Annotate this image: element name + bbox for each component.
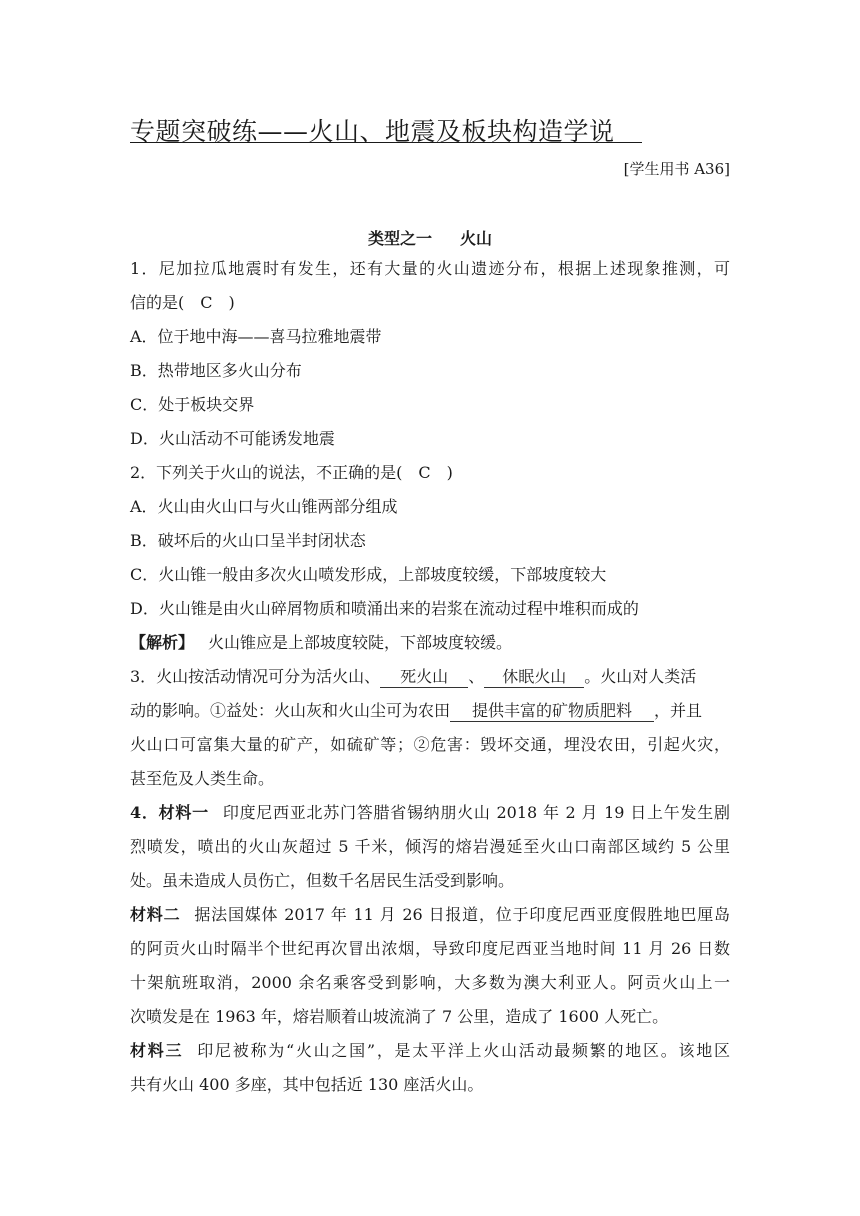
q3-line3: 火山口可富集大量的矿产，如硫矿等；②危害：毁坏交通，埋没农田，引起火灾，: [130, 735, 730, 754]
q1-option-c: C．处于板块交界: [130, 395, 255, 414]
title-underline: [130, 142, 642, 143]
q2-option-a: A．火山由火山口与火山锥两部分组成: [130, 497, 398, 516]
q3-line2: [130, 700, 702, 722]
material-text: 据法国媒体 2017 年 11 月 26 日报道，位于印度尼西亚度假胜地巴厘岛: [194, 905, 730, 924]
q4-material3-line2: 共有火山 400 多座，其中包括近 130 座活火山。: [130, 1075, 484, 1094]
page-title: 专题突破练——火山、地震及板块构造学说: [130, 117, 615, 146]
q4-material1-line2: 烈喷发，喷出的火山灰超过 5 千米，倾泻的熔岩漫延至火山口南部区域约 5 公里: [130, 837, 730, 856]
q2-option-c: C．火山锥一般由多次火山喷发形成，上部坡度较缓，下部坡度较大: [130, 565, 607, 584]
q4-material2-line3: 十架航班取消，2000 余名乘客受到影响，大多数为澳大利亚人。阿贡火山上一: [130, 973, 730, 992]
material-text: 印尼被称为“火山之国”，是太平洋上火山活动最频繁的地区。该地区: [197, 1041, 730, 1060]
q3-text: 、: [468, 667, 485, 686]
q3-text: ，并且: [654, 701, 703, 720]
blank-answer-2: [484, 667, 584, 688]
answer-text: 死火山: [400, 667, 449, 686]
q2-stem: 2．下列关于火山的说法，不正确的是( C ): [130, 463, 453, 482]
q4-material2-line4: 次喷发是在 1963 年，熔岩顺着山坡流淌了 7 公里，造成了 1600 人死亡。: [130, 1007, 669, 1026]
q2-option-b: B．破坏后的火山口呈半封闭状态: [130, 531, 366, 550]
q1-option-b: B．热带地区多火山分布: [130, 361, 302, 380]
q2-analysis: [130, 632, 512, 654]
section-heading: [0, 226, 860, 249]
blank-answer-3: [450, 701, 654, 722]
q4-material1-line3: 处。虽未造成人员伤亡，但数千名居民生活受到影响。: [130, 871, 515, 890]
analysis-text: 火山锥应是上部坡度较陡，下部坡度较缓。: [208, 633, 513, 652]
q1-stem-line1: 1．尼加拉瓜地震时有发生，还有大量的火山遗迹分布，根据上述现象推测，可: [130, 259, 730, 278]
q3-line1: [130, 666, 696, 688]
q4-material2-line1: [130, 904, 730, 926]
q4-material3-line1: [130, 1040, 730, 1062]
blank-answer-1: [380, 667, 468, 688]
q1-option-a: A．位于地中海——喜马拉雅地震带: [130, 327, 382, 346]
book-reference: [学生用书 A36]: [623, 160, 730, 178]
material-1-label: 4．材料一: [130, 803, 209, 822]
section-label: 类型之一: [367, 229, 432, 248]
material-2-label: 材料二: [130, 905, 181, 924]
section-name: 火山: [460, 229, 493, 248]
analysis-label: 【解析】: [130, 633, 195, 652]
material-text: 印度尼西亚北苏门答腊省锡纳朋火山 2018 年 2 月 19 日上午发生剧: [222, 803, 730, 822]
answer-text: 提供丰富的矿物质肥料: [472, 701, 633, 720]
answer-text: 休眠火山: [502, 667, 567, 686]
q3-text: 3．火山按活动情况可分为活火山、: [130, 667, 381, 686]
q1-option-d: D．火山活动不可能诱发地震: [130, 429, 335, 448]
q3-text: 动的影响。①益处：火山灰和火山尘可为农田: [130, 701, 451, 720]
q1-stem-line2: 信的是( C ): [130, 293, 235, 312]
q3-line4: 甚至危及人类生命。: [130, 769, 275, 788]
q4-material2-line2: 的阿贡火山时隔半个世纪再次冒出浓烟，导致印度尼西亚当地时间 11 月 26 日数: [130, 939, 730, 958]
q4-material1-line1: [130, 802, 730, 824]
material-3-label: 材料三: [130, 1041, 184, 1060]
q2-option-d: D．火山锥是由火山碎屑物质和喷涌出来的岩浆在流动过程中堆积而成的: [130, 599, 639, 618]
q3-text: 。火山对人类活: [584, 667, 697, 686]
